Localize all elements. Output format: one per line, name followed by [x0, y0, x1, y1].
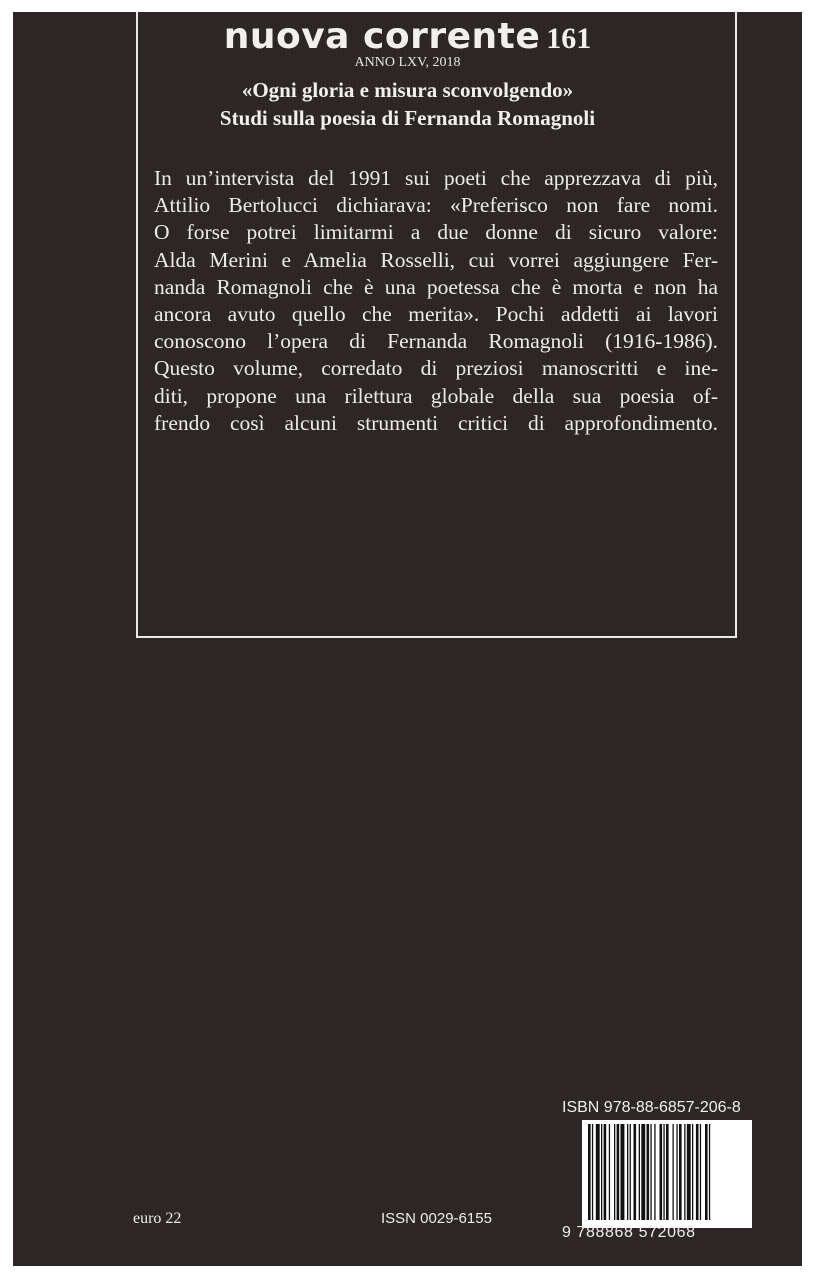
barcode-bars	[588, 1124, 746, 1220]
back-cover	[13, 12, 802, 1266]
barcode-bar	[654, 1124, 655, 1220]
barcode-bar	[604, 1124, 607, 1220]
barcode-bar	[627, 1124, 628, 1220]
blurb-text	[154, 165, 718, 437]
barcode-bar	[609, 1124, 610, 1220]
barcode-bar	[617, 1124, 620, 1220]
blurb-line: nanda Romagnoli che è una poetessa che è morta e non ha	[154, 274, 718, 299]
barcode-bar	[634, 1124, 637, 1220]
barcode-bar	[647, 1124, 650, 1220]
barcode-bar	[596, 1124, 600, 1220]
blurb-line: Attilio Bertolucci dichiarava: «Preferisco non fare nomi.	[154, 193, 718, 218]
barcode-bar	[650, 1124, 651, 1220]
barcode	[582, 1120, 752, 1228]
barcode-bar	[588, 1124, 591, 1220]
barcode-bar	[679, 1124, 682, 1220]
barcode-bar	[696, 1124, 699, 1220]
blurb-line: diti, propone una rilettura globale della sua poesia of-	[154, 383, 718, 408]
blurb-line: Questo volume, corredato di preziosi manoscritti e ine-	[154, 356, 718, 381]
barcode-bar	[705, 1124, 708, 1220]
issn-label: ISSN 0029-6155	[381, 1210, 492, 1227]
barcode-bar	[639, 1124, 640, 1220]
barcode-bar	[614, 1124, 615, 1220]
blurb-line: ancora avuto quello che merita». Pochi addetti ai lavori	[154, 302, 718, 327]
barcode-bar	[660, 1124, 663, 1220]
barcode-bar	[676, 1124, 677, 1220]
barcode-digits: 9 788868 572068	[562, 1224, 696, 1241]
barcode-bar	[601, 1124, 602, 1220]
issue-number: 161	[546, 22, 592, 55]
title-line-2: Studi sulla poesia di Fernanda Romagnoli	[219, 106, 596, 130]
blurb-line: conoscono l’opera di Fernanda Romagnoli (1916-1986).	[154, 329, 718, 354]
barcode-bar	[592, 1124, 593, 1220]
barcode-bar	[630, 1124, 631, 1220]
barcode-bar	[692, 1124, 693, 1220]
isbn-label: ISBN 978-88-6857-206-8	[562, 1099, 741, 1116]
blurb-line: O forse potrei limitarmi a due donne di sicuro valore:	[154, 220, 718, 245]
magazine-name: nuova corrente	[223, 16, 541, 57]
barcode-bar	[641, 1124, 645, 1220]
price-label: euro 22	[133, 1210, 182, 1227]
title-line-1: «Ogni gloria e misura sconvolgendo»	[241, 78, 574, 102]
blurb-line: frendo così alcuni strumenti critici di approfondimento.	[154, 410, 718, 435]
blurb-line: Alda Merini e Amelia Rosselli, cui vorrei aggiungere Fer-	[154, 247, 718, 272]
barcode-bar	[666, 1124, 669, 1220]
blurb-line: In un’intervista del 1991 sui poeti che apprezzava di più,	[154, 166, 718, 190]
year-line: ANNO LXV, 2018	[354, 55, 461, 70]
barcode-bar	[621, 1124, 625, 1220]
barcode-bar	[673, 1124, 674, 1220]
barcode-bar	[687, 1124, 691, 1220]
masthead	[13, 16, 802, 57]
barcode-bar	[709, 1124, 710, 1220]
barcode-bar	[684, 1124, 685, 1220]
barcode-bar	[663, 1124, 664, 1220]
barcode-bar	[700, 1124, 701, 1220]
